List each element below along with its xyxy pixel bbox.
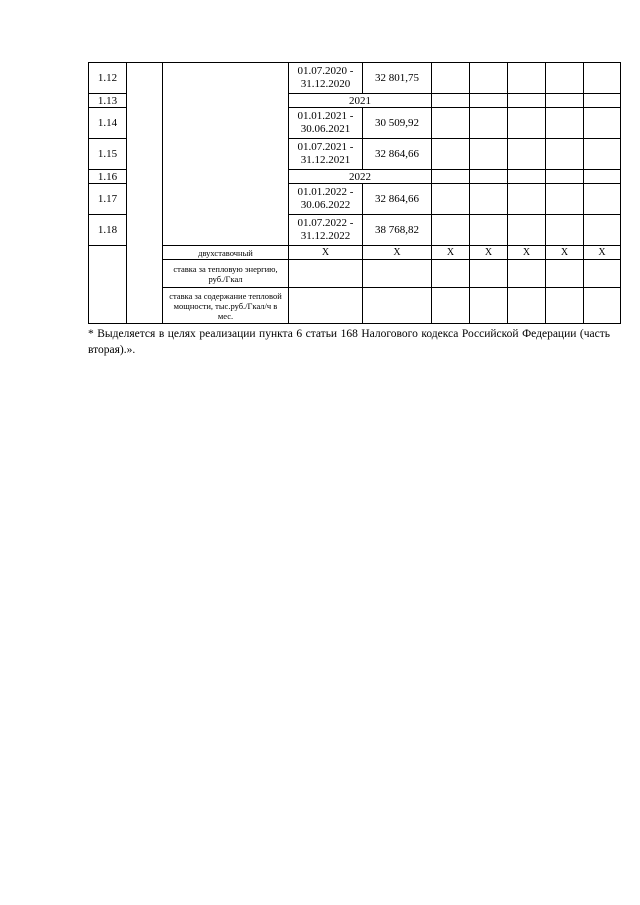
x-mark: Х bbox=[508, 246, 546, 260]
two-part-label: двухставочный bbox=[163, 246, 289, 260]
capacity-rate-row bbox=[89, 288, 621, 324]
energy-rate-label: ставка за тепловую энергию, руб./Гкал bbox=[163, 260, 289, 288]
year-cell: 2022 bbox=[289, 170, 432, 184]
row-number: 1.15 bbox=[89, 139, 127, 170]
row-number: 1.16 bbox=[89, 170, 127, 184]
row-number: 1.18 bbox=[89, 215, 127, 246]
capacity-rate-label: ставка за содержание тепловой мощности, тыс.руб./Гкал/ч в мес. bbox=[163, 288, 289, 324]
x-mark: Х bbox=[289, 246, 363, 260]
period-end: 31.12.2022 bbox=[300, 230, 351, 242]
year-cell: 2021 bbox=[289, 94, 432, 108]
blank-cell bbox=[89, 246, 127, 324]
x-mark: Х bbox=[584, 246, 621, 260]
blank-cell bbox=[127, 63, 163, 324]
period-cell bbox=[289, 215, 363, 246]
tariff-value: 32 801,75 bbox=[363, 63, 432, 94]
period-cell bbox=[289, 184, 363, 215]
period-cell bbox=[289, 139, 363, 170]
tariff-table bbox=[88, 62, 621, 324]
period-end: 30.06.2022 bbox=[300, 199, 351, 211]
tariff-value: 38 768,82 bbox=[363, 215, 432, 246]
row-number: 1.14 bbox=[89, 108, 127, 139]
blank-cell bbox=[163, 63, 289, 246]
period-start: 01.07.2021 - bbox=[297, 141, 354, 153]
period-cell bbox=[289, 108, 363, 139]
period-start: 01.01.2021 - bbox=[297, 110, 354, 122]
row-number: 1.17 bbox=[89, 184, 127, 215]
x-mark: Х bbox=[470, 246, 508, 260]
period-end: 30.06.2021 bbox=[300, 123, 351, 135]
tariff-value: 32 864,66 bbox=[363, 184, 432, 215]
period-cell bbox=[289, 63, 363, 94]
tariff-value: 30 509,92 bbox=[363, 108, 432, 139]
x-mark: Х bbox=[432, 246, 470, 260]
x-mark: Х bbox=[546, 246, 584, 260]
table-row bbox=[89, 63, 621, 94]
period-start: 01.07.2020 - bbox=[297, 65, 354, 77]
energy-rate-row bbox=[89, 260, 621, 288]
period-start: 01.07.2022 - bbox=[297, 217, 354, 229]
period-start: 01.01.2022 - bbox=[297, 186, 354, 198]
period-end: 31.12.2021 bbox=[300, 154, 351, 166]
two-part-row bbox=[89, 246, 621, 260]
footnote: * Выделяется в целях реализации пункта 6 статьи 168 Налогового кодекса Российской Федерации (часть вторая).». bbox=[88, 328, 610, 356]
x-mark: Х bbox=[363, 246, 432, 260]
row-number: 1.12 bbox=[89, 63, 127, 94]
period-end: 31.12.2020 bbox=[300, 78, 351, 90]
row-number: 1.13 bbox=[89, 94, 127, 108]
tariff-value: 32 864,66 bbox=[363, 139, 432, 170]
